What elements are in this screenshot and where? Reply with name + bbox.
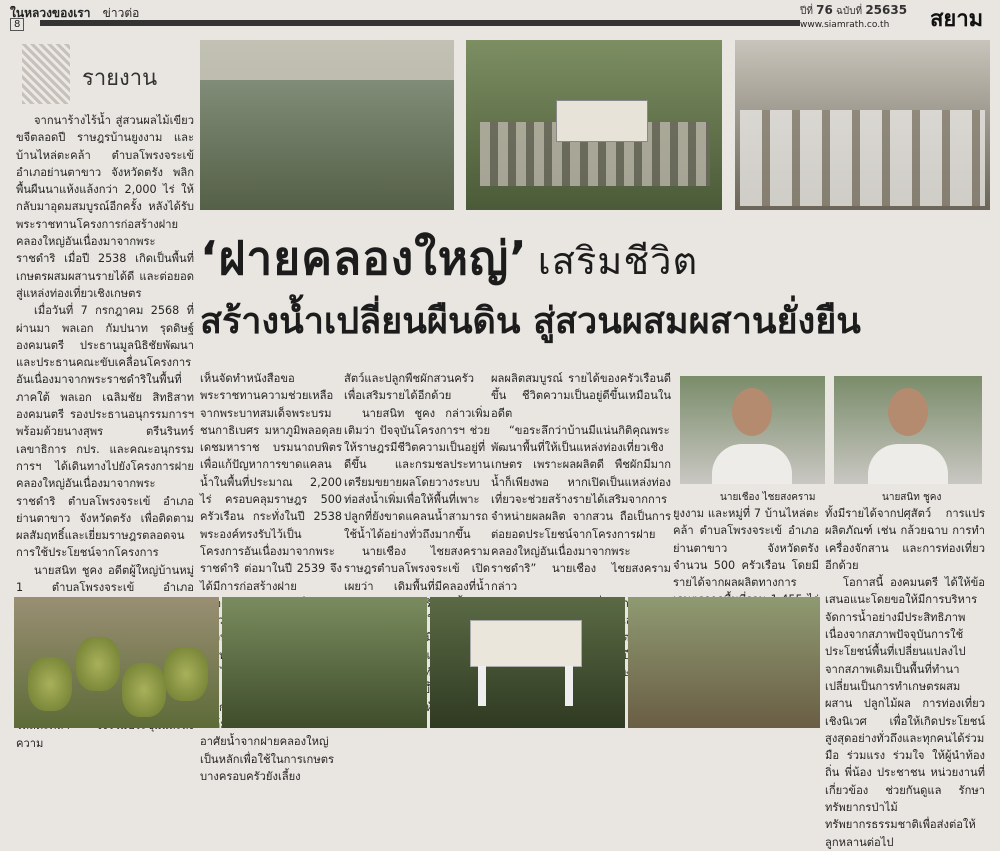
durian [122,663,166,717]
durian [76,637,120,691]
section-tag: รายงาน [82,66,158,91]
paragraph: จากนาร้างไร้น้ำ สู่สวนผลไม้เขียวขจีตลอดปี ราษฎรบ้านยูงงาม และบ้านไหล่ตะคล้า ตำบลโพรงจระเข้ อำเภอย่านตาขาว จังหวัดตรัง พลิกพื้นผืนนาแห้งแล้งกว่า 2,000 ไร่ ให้กลับมาอุดมสมบูรณ์อีกครั้ง หลังได้รับพระราชทานโครงการก่อสร้างฝายคลองใหญ่อันเนื่องมาจากพระราชดำริ เมื่อปี 2538 เกิดเป็นพื้นที่เกษตรผสมผสานรายได้ดี และต่อยอดสู่แหล่งท่องเที่ยวเชิงเกษตร [16,114,194,300]
paragraph: นายสนิท ชูคง กล่าวเพิ่มเติมว่า ปัจจุบันโครงการฯ ช่วยให้ราษฎรมีชีวิตความเป็นอยู่ที่ดีขึ้น และกรมชลประทานเตรียมขยายผลโดยวางระบบท่อส่งน้ำเพิ่มเพื่อให้พื้นที่เพาะปลูกที่ยังขาดแคลนน้ำสามารถใช้น้ำได้อย่างทั่วถึงมากขึ้น [344,406,490,541]
paragraph: โอกาสนี้ องคมนตรี ได้ให้ข้อเสนอแนะโดยขอให้มีการบริหารจัดการน้ำอย่างมีประสิทธิภาพ เนื่องจากสภาพปัจจุบันการใช้ประโยชน์พื้นที่เปลี่ยนแปลงไป จากสภาพเดิมเป็นพื้นที่ทำนาเปลี่ยนเป็นการทำเกษตรผสมผสาน ปลูกไม้ผล การท่องเที่ยวเชิงนิเวศ เพื่อให้เกิดประโยชน์สูงสุดอย่างทั่วถึงและทุกคนได้ร่วมมือ ร่วมแรง ร่วมใจ ให้ผู้นำท้องถิ่น พี่น้อง ประชาชน หน่วยงานที่เกี่ยวข้อง ช่วยกันดูแล รักษา ทรัพยากรป่าไม้ ทรัพยากรธรรมชาติเพื่อส่งต่อให้ลูกหลานต่อไป [825,576,985,849]
shirt [868,444,948,484]
portrait-sanit [834,376,982,484]
weir-sign [470,620,582,667]
headline [200,222,990,295]
headline-suffix: เสริมชีวิต [537,239,699,283]
face [732,388,772,436]
page-header [0,0,1000,32]
durian [28,657,72,711]
paragraph: เห็นจัดทำหนังสือขอพระราชทานความช่วยเหลือจากพระบาทสมเด็จพระบรมชนกาธิเบศร มหาภูมิพลอดุลยเดชมหาราช บรมนาถบพิตร เพื่อแก้ปัญหาการขาดแคลนน้ำในพื้นที่ประมาณ 2,200 ไร่ ครอบคลุมราษฎร 500 ครัวเรือน กระทั่งในปี 2538 พระองค์ทรงรับไว้เป็นโครงการอันเนื่องมาจากพระราชดำริ ต่อมาในปี 2539 จึงได้มีการก่อสร้างฝาย อง เดียวกัน ลองกอง อาศัยน้ำจากฝายคลองใหญ่เป็นหลักเพื่อใช้ในการเกษตร บางครอบครัวยังเลี้ยง [200,372,342,783]
photo-palm-plantation [222,597,427,728]
paragraph: ทั้งมีรายได้จากปศุสัตว์ การแปรผลิตภัณฑ์ เช่น กล้วยฉาบ การทำเครื่องจักสาน และการท่องเที่ยวอีกด้วย [825,507,985,572]
subsection-name: ข่าวต่อ [102,6,140,20]
pencil-icon [22,44,70,104]
paragraph: นายสนิท ชูคง อดีตผู้ใหญ่บ้านหมู่ 1 ตำบลโพรงจระเข้ อำเภอ ความ [16,563,194,750]
issue-label: ฉบับที่ [836,6,863,17]
durian [164,647,208,701]
paragraph: สัตว์และปลูกพืชผักสวนครัวเพื่อเสริมรายได้อีกด้วย [344,372,475,403]
page-number: 8 [10,18,24,31]
sign-post [565,666,573,706]
sign-post [478,666,486,706]
paragraph: “ขอระลึกว่าบ้านมีแน่นกิติคุณพระพัฒนาพื้นที่ให้เป็นแหล่งท่องเที่ยวเชิงเกษตร เพราะผลผลิตดี พืชผักมีมาก น้ำก็เพียงพอ หากเปิดเป็นแหล่งท่องเที่ยวจะช่วยสร้างรายได้เสริมจากการจำหน่ายผลผลิต จากสวน ถือเป็นการต่อยอดประโยชน์จากโครงการฝายคลองใหญ่อันเนื่องมาจากพระราชดำริ” นายเชือง ไชยสงคราม กล่าว [491,423,671,593]
newspaper-logo: สยาม [930,6,984,32]
photo-tent [200,40,454,80]
paragraph: เมื่อวันที่ 7 กรกฎาคม 2568 ที่ผ่านมา พลเอก กัมปนาท รุดดิษฐ์ องคมนตรี ประธานมูลนิธิชัยพัฒนาและประธานคณะขับเคลื่อนโครงการอันเนื่องมาจากพระราชดำริในพื้นที่ภาคใต้ พลเอก เฉลิมชัย สิทธิสาท องคมนตรี รองประธานอนุกรรมการฯ พร้อมด้วยนางสุพร ตรีนรินทร์ เลขาธิการ กปร. และคณะอนุกรรมการฯ ได้เดินทางไปยังโครงการฝายคลองใหญ่อันเนื่องมาจากพระราชดำริ ตำบลโพรงจระเข้ อำเภอย่านตาขาว จังหวัดตรัง เพื่อติดตามผลสัมฤทธิ์และเยี่ยมราษฎรตลอดจนการใช้ประโยชน์จากโครงการ [16,304,194,560]
photo-crowd [740,110,985,206]
section-name: ในหลวงของเรา [10,6,91,20]
issue-value: 25635 [865,3,908,17]
face [888,388,928,436]
column-6 [825,505,985,851]
subheadline: สร้างน้ำเปลี่ยนผืนดิน สู่สวนผสมผสานยั่งยืน [200,301,861,342]
portrait-chueang [680,376,825,484]
paragraph: นายเชือง ไชยสงคราม ราษฎรตำบลโพรงจระเข้ เปิดเผยว่า เดิมพื้นที่มีคลองที่น้ำ [344,544,490,593]
photo-durian [14,597,219,728]
caption-person1: นายเชือง ไชยสงคราม [720,492,816,503]
paragraph: ยูงงาม และหมู่ที่ 7 บ้านไหล่ตะคล้า ตำบลโพรงจระเข้ อำเภอย่านตาขาว จังหวัดตรัง จำนวน 500 ครัวเรือน โดยมีรายได้จากผลผลิตทางการ [673,507,819,590]
photo-stream [628,597,820,728]
shirt [712,444,792,484]
year-label: ปีที่ [800,6,813,17]
photo-sign-board [556,100,648,142]
issue-info [800,3,907,19]
caption-person2: นายสนิท ชูคง [882,492,942,503]
year-value: 76 [816,3,833,17]
paragraph: ผลผลิตสมบูรณ์ รายได้ของครัวเรือนดีขึ้น ชีวิตความเป็นอยู่ดีขึ้นเหมือนในอดีต [491,372,671,420]
headline-main: ‘ฝายคลองใหญ่’ [200,231,528,285]
header-rule [40,20,800,26]
website-url: www.siamrath.co.th [800,20,890,30]
